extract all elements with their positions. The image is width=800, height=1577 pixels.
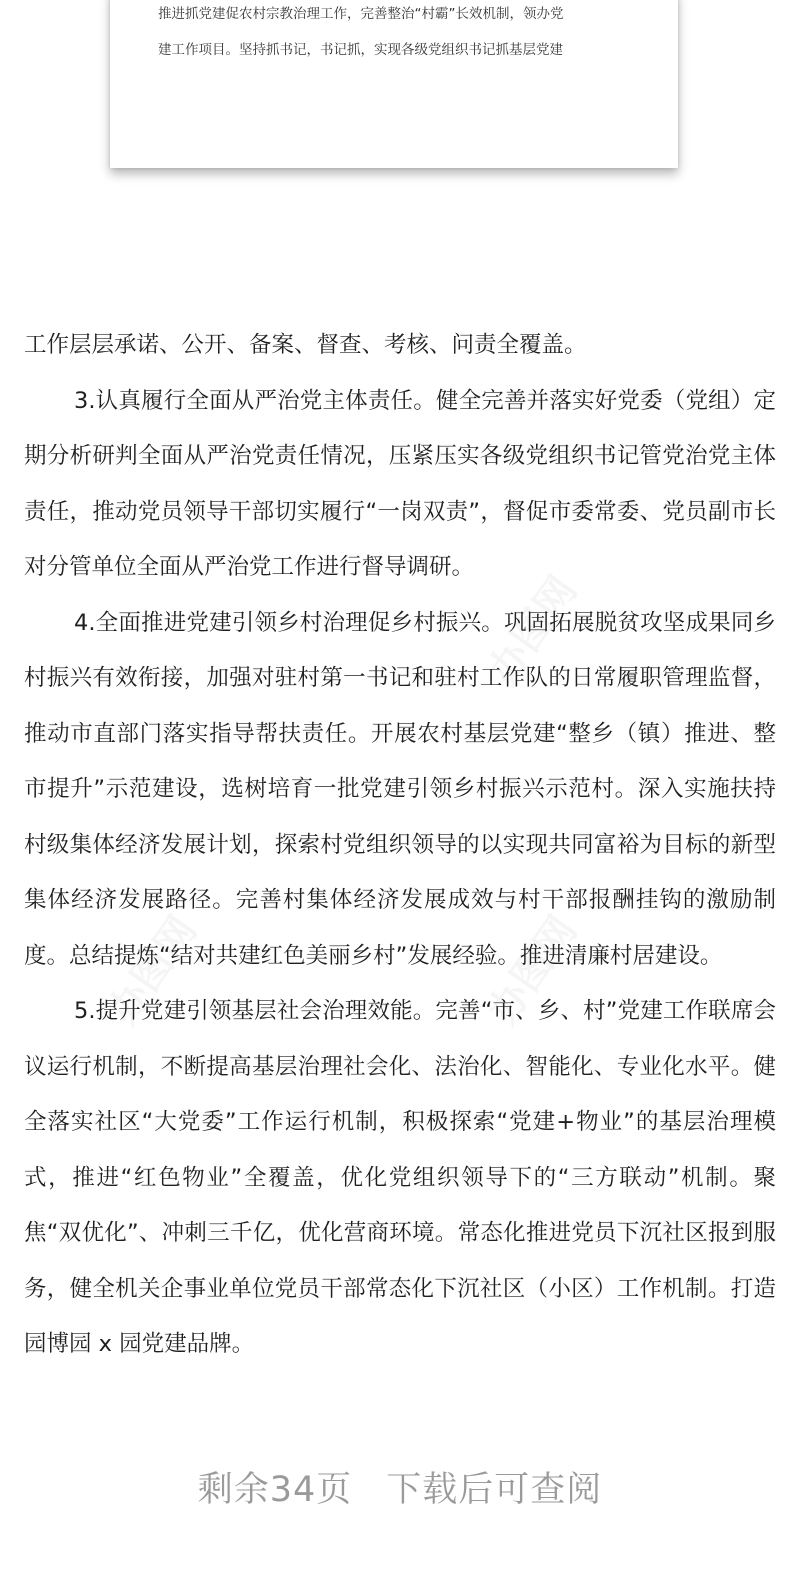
download-prompt[interactable]: [0, 1466, 800, 1514]
download-to-view-label: 下载后可查阅: [386, 1470, 603, 1510]
page-preview-card: [110, 0, 678, 168]
paragraph-item-5: 5.提升党建引领基层社会治理效能。完善“市、乡、村”党建工作联席会议运行机制，不断提高基层治理社会化、法治化、智能化、专业化水平。健全落实社区“大党委”工作运行机制，积极探索“党建+物业”的基层治理模式，推进“红色物业”全覆盖，优化党组织领导下的“三方联动”机制。聚焦“双优化”、冲刺三千亿，优化营商环境。常态化推进党员下沉社区报到服务，健全机关企事业单位党员干部常态化下沉社区（小区）工作机制。打造园博园 x 园党建品牌。: [24, 998, 776, 1357]
remaining-pages-label: 剩余34页: [197, 1470, 353, 1510]
paragraph-item-4: 4.全面推进党建引领乡村治理促乡村振兴。巩固拓展脱贫攻坚成果同乡村振兴有效衔接，加强对驻村第一书记和驻村工作队的日常履职管理监督，推动市直部门落实指导帮扶责任。开展农村基层党建“整乡（镇）推进、整市提升”示范建设，选树培育一批党建引领乡村振兴示范村。深入实施扶持村级集体经济发展计划，探索村党组织领导的以实现共同富裕为目标的新型集体经济发展路径。完善村集体经济发展成效与村干部报酬挂钩的激励制度。总结提炼“结对共建红色美丽乡村”发展经验。推进清廉村居建设。: [24, 609, 776, 969]
watermark: 办图网: [479, 568, 587, 693]
paragraph-continuation: 工作层层承诺、公开、备案、督查、考核、问责全覆盖。: [24, 332, 587, 358]
preview-line-1: 推进抓党建促农村宗教治理工作，完善整治“村霸”长效机制，领办党: [158, 6, 564, 22]
document-body: [24, 318, 776, 1373]
watermark: 办图网: [479, 908, 587, 1033]
paragraph-item-3: 3.认真履行全面从严治党主体责任。健全完善并落实好党委（党组）定期分析研判全面从严治党责任情况，压紧压实各级党组织书记管党治党主体责任，推动党员领导干部切实履行“一岗双责”，督促市委常委、党员副市长对分管单位全面从严治党工作进行督导调研。: [24, 387, 776, 580]
watermark: 办图网: [99, 908, 207, 1033]
preview-line-2: 建工作项目。坚持抓书记，书记抓，实现各级党组织书记抓基层党建: [158, 42, 563, 58]
